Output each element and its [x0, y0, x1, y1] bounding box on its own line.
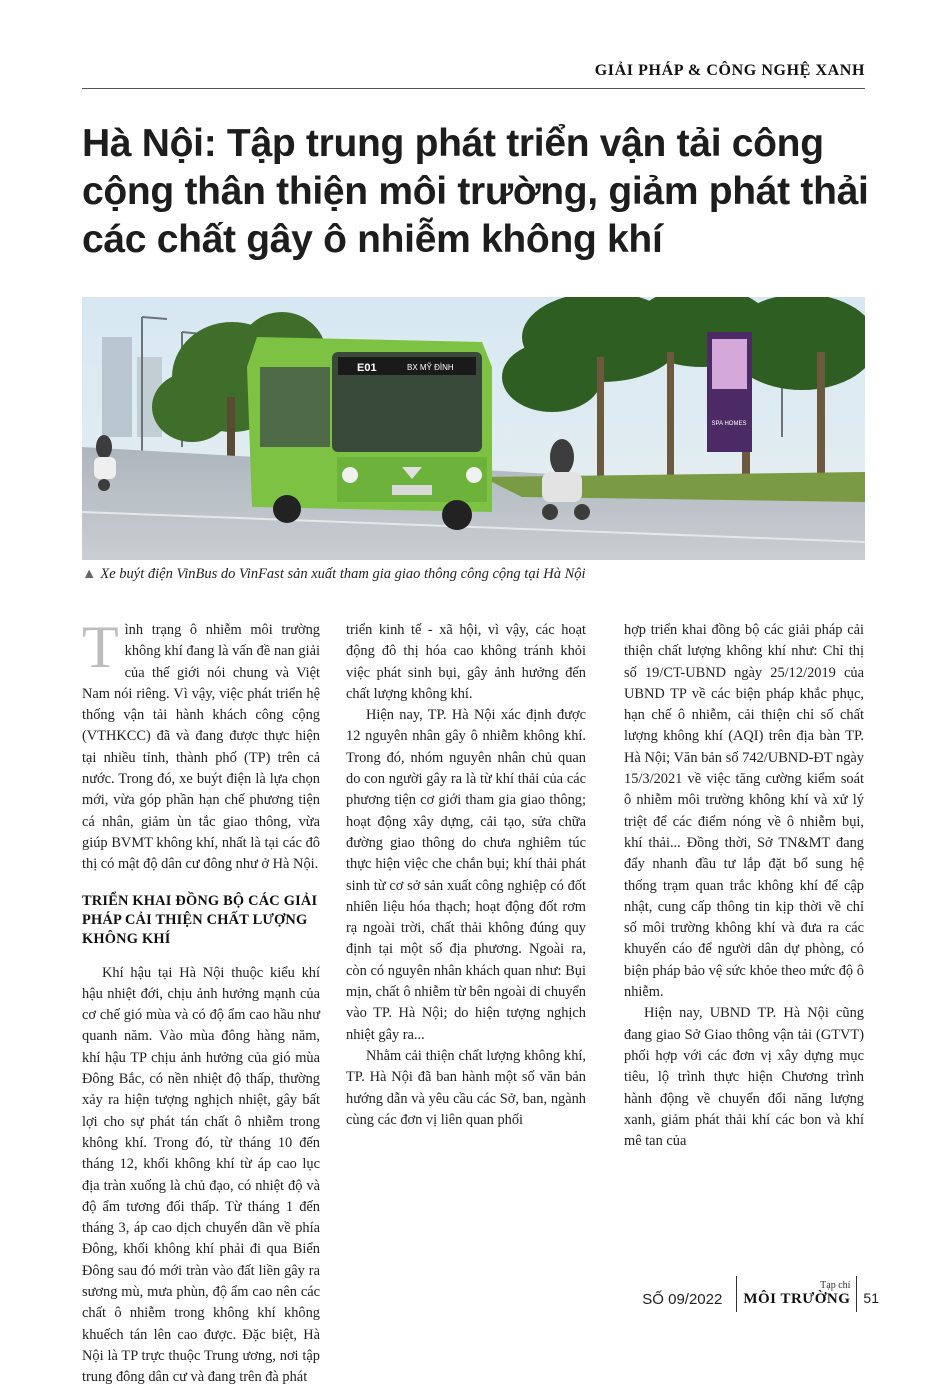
body-paragraph: Nhằm cải thiện chất lượng không khí, TP. Hà Nội đã ban hành một số văn bản hướng dẫn và yêu cầu các Sở, ban, ngành cùng các đơn vị liên quan phối [346, 1047, 586, 1128]
column-2 [346, 620, 586, 1131]
issue-number: SỐ 09/2022 [642, 1291, 723, 1308]
page-footer [642, 1272, 879, 1312]
bus-photo-illustration [82, 297, 865, 560]
bus-route-number: E01 [357, 362, 377, 374]
drop-cap: T [82, 614, 119, 680]
bus-destination: BX MỸ ĐÌNH [407, 363, 454, 372]
intro-text: ình trạng ô nhiễm môi trường không khí đang là vấn đề nan giải của thế giới nói chung và Việt Nam nói riêng. Vì vậy, việc phát triển hệ thống vận tải hành khách công cộng (VTHKCC) đã và đang được thực hiện tại nhiều tỉnh, thành phố (TP) trên cả nước. Trong đó, xe buýt điện là lựa chọn mới, vừa góp phần hạn chế phương tiện cá nhân, giảm ùn tắc giao thông, vừa giúp BVMT không khí, nhất là tại các đô thị có mật độ dân cư đông như ở Hà Nội. [82, 622, 320, 873]
column-3 [624, 620, 864, 1152]
photo-caption [82, 566, 865, 583]
caption-marker-icon: ▲ [82, 566, 97, 582]
billboard-text: SPA HOMES [711, 421, 747, 427]
footer-divider [856, 1276, 857, 1312]
section-tag: GIẢI PHÁP & CÔNG NGHỆ XANH [594, 62, 865, 79]
header-rule [82, 88, 865, 89]
page-number: 51 [863, 1290, 879, 1306]
body-paragraph: hợp triển khai đồng bộ các giải pháp cải thiện chất lượng không khí như: Chỉ thị số 19/CT-UBND ngày 25/12/2019 của UBND TP về các biện pháp khắc phục, hạn chế ô nhiễm, cải thiện chỉ số chất lượng không khí (AQI) trên địa bàn TP. Hà Nội; Văn bản số 742/UBND-ĐT ngày 15/3/2021 về việc tăng cường kiểm soát ô nhiễm môi trường không khí và xử lý triệt để các điểm nóng về ô nhiễm bụi, khí thải... Đồng thời, Sở TN&MT đang đẩy nhanh đầu tư lắp đặt bổ sung hệ thống trạm quan trắc không khí để cập nhật, cung cấp thông tin kịp thời về chỉ số môi trường không khí và đưa ra các khuyến cáo để người dân dự phòng, có biện pháp bảo vệ sức khỏe theo mức độ ô nhiễm. [624, 622, 864, 1001]
magazine-title: MÔI TRƯỜNG [743, 1291, 851, 1307]
body-paragraph: Hiện nay, TP. Hà Nội xác định được 12 nguyên nhân gây ô nhiễm không khí. Trong đó, nhóm nguyên nhân chủ quan do con người gây ra là từ khí thải của các phương tiện cơ giới tham gia giao thông; hoạt động xây dựng, cải tạo, sửa chữa đường giao thông do chưa nghiêm túc thực hiện việc che chắn bụi; khí thải phát sinh từ cơ sở sản xuất công nghiệp có đốt nhiên liệu hóa thạch; hoạt động đốt rơm rạ ngoài trời, chất thải không đúng quy định tại một số địa phương. Ngoài ra, còn có nguyên nhân khách quan như: Bụi mịn, chất ô nhiễm từ bên ngoài di chuyển vào TP. Hà Nội; do hiện tượng nghịch nhiệt gây ra... [346, 707, 586, 1043]
body-paragraph: Khí hậu tại Hà Nội thuộc kiểu khí hậu nhiệt đới, chịu ảnh hưởng mạnh của cơ chế gió mùa và có độ ẩm cao hầu như quanh năm. Vào mùa đông hàng năm, khí hậu TP chịu ảnh hưởng của gió mùa Đông Bắc, có nền nhiệt độ thấp, thường xảy ra hiện tượng nghịch nhiệt, gây bất lợi cho sự phát tán chất ô nhiễm trong không khí. Trong đó, từ tháng 10 đến tháng 12, khối không khí từ áp cao lục địa tràn xuống là chủ đạo, có nhiệt độ và độ ẩm tương đối thấp. Từ tháng 1 đến tháng 3, áp cao dịch chuyển dần về phía Đông, khối không khí phải đi qua Biển Đông sau đó mới tràn vào đất liền gây ra sương mù, mưa phùn, độ ẩm cao nên các chất ô nhiễm trong không khí không khuếch tán lên cao được. Đặc biệt, Hà Nội là TP trực thuộc Trung ương, nơi tập trung đông dân cư và đang trên đà phát [82, 964, 320, 1386]
footer-divider [736, 1276, 737, 1312]
body-paragraph: Hiện nay, UBND TP. Hà Nội cũng đang giao Sở Giao thông vận tải (GTVT) phối hợp với các đơn vị xây dựng mục tiêu, lộ trình thực hiện Chương trình hành động về chuyển đổi năng lượng xanh, giảm phát thải khí các bon và khí mê tan của [624, 1005, 864, 1150]
article-photo [82, 297, 865, 560]
column-1 [82, 614, 320, 1389]
magazine-name [743, 1281, 850, 1312]
body-paragraph: triển kinh tế - xã hội, vì vậy, các hoạt động đô thị hóa cao không tránh khỏi việc phát sinh bụi, gây ảnh hưởng đến chất lượng không khí. [346, 622, 586, 702]
caption-text: Xe buýt điện VinBus do VinFast sản xuất tham gia giao thông công cộng tại Hà Nội [100, 566, 586, 582]
magazine-label: Tạp chí [820, 1280, 851, 1291]
section-subheading: TRIỂN KHAI ĐỒNG BỘ CÁC GIẢI PHÁP CẢI THIỆN CHẤT LƯỢNG KHÔNG KHÍ [82, 892, 318, 947]
electric-bus [247, 337, 492, 530]
article-title: Hà Nội: Tập trung phát triển vận tải công cộng thân thiện môi trường, giảm phát thải các chất gây ô nhiễm không khí [82, 122, 869, 261]
intro-paragraph [82, 614, 320, 876]
